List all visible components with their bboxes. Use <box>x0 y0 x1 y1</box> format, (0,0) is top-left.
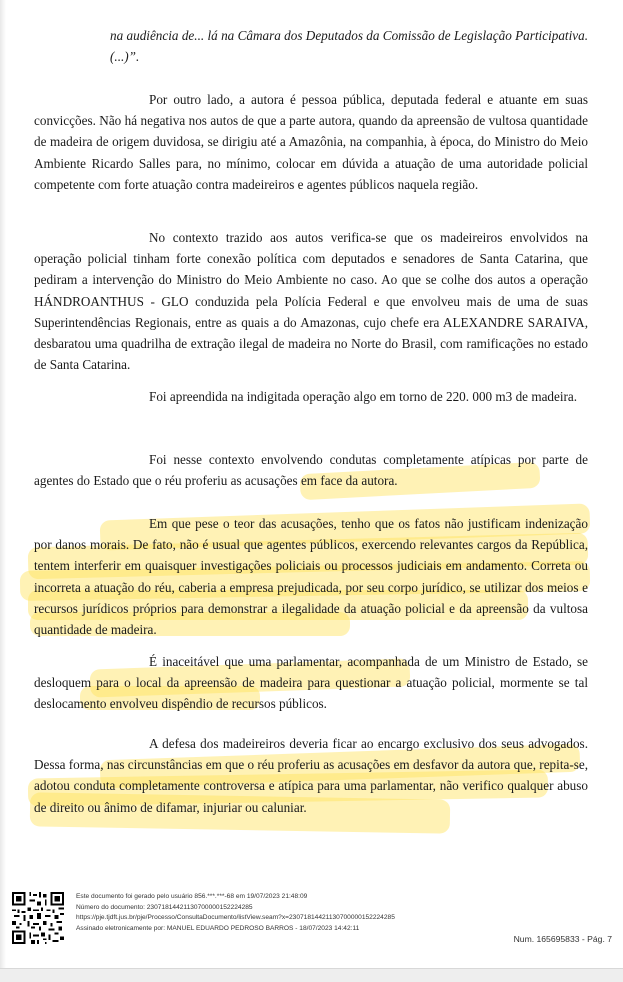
footer-generated-by: Este documento foi gerado pelo usuário 856.***.***-68 em 19/07/2023 21:48:09 <box>76 893 308 900</box>
page-bottom-edge <box>0 968 623 982</box>
footer-url[interactable]: https://pje.tjdft.jus.br/pje/Processo/ConsultaDocumento/listView.seam?x=23071814421130700000152224285 <box>76 914 395 921</box>
paragraph: É inaceitável que uma parlamentar, acompanhada de um Ministro de Estado, se desloquem para o local da apreensão de madeira para questionar a atuação policial, mormente se tal deslocamento envolveu dispêndio de recursos públicos. <box>34 654 588 712</box>
page-edge <box>0 0 6 981</box>
footer-signature: Assinado eletronicamente por: MANUEL EDUARDO PEDROSO BARROS - 18/07/2023 14:42:11 <box>76 924 360 932</box>
paragraph: Foi nesse contexto envolvendo condutas completamente atípicas por parte de agentes do Estado que o réu proferiu as acusações em face da autora. <box>34 452 588 489</box>
paragraph: Por outro lado, a autora é pessoa pública, deputada federal e atuante em suas convicções. Não há negativa nos autos de que a parte autora, quando da apreensão de vultosa quantidade de madeira de origem duvidosa, se dirigiu até a Amazônia, na companhia, à época, do Ministro do Meio Ambiente Ricardo Salles para, no mínimo, colocar em dúvida a atuação de uma autoridade policial competente com forte atuação contra madeireiros e agentes públicos naquela região. <box>34 92 588 192</box>
quoted-testimony: na audiência de... lá na Câmara dos Deputados da Comissão de Legislação Participativa. (...)”. <box>110 28 588 65</box>
document-footer <box>10 890 620 950</box>
paragraph: Em que pese o teor das acusações, tenho que os fatos não justificam indenização por danos morais. De fato, não é usual que agentes públicos, exercendo relevantes cargos da República, tentem interferir em quaisquer investigações policiais ou processos judiciais em andamento. Correta ou incorreta a atuação do réu, caberia a empresa prejudicada, por seu corpo jurídico, se utilizar dos meios e recursos jurídicos próprios para demonstrar a ilegalidade da atuação policial e da apreensão da vultosa quantidade de madeira. <box>34 516 588 638</box>
paragraph: Foi apreendida na indigitada operação algo em torno de 220. 000 m3 de madeira. <box>149 389 578 404</box>
paragraph: A defesa dos madeireiros deveria ficar ao encargo exclusivo dos seus advogados. Dessa forma, nas circunstâncias em que o réu proferiu as acusações em desfavor da autora que, repita-se, adotou conduta completamente controversa e atípica para uma parlamentar, não verifico qualquer abuso de direito ou ânimo de difamar, injuriar ou caluniar. <box>34 736 589 815</box>
paragraph: No contexto trazido aos autos verifica-se que os madeireiros envolvidos na operação policial tinham forte conexão política com deputados e senadores de Santa Catarina, que pediram a intervenção do Ministro do Meio Ambiente no caso. Ao que se colhe dos autos a operação HÁNDROANTHUS - GLO conduzida pela Polícia Federal e que envolveu mais de uma de suas Superintendências Regionais, entre as quais a do Amazonas, cujo chefe era ALEXANDRE SARAIVA, desbaratou uma quadrilha de extração ilegal de madeira no Norte do Brasil, com ramificações no estado de Santa Catarina. <box>34 230 588 373</box>
qr-code-icon[interactable] <box>10 890 66 946</box>
footer-document-number: Número do documento: 23071814421130700000152224285 <box>76 903 253 911</box>
page-number: Num. 165695833 - Pág. 7 <box>513 934 612 944</box>
footer-metadata <box>76 892 395 934</box>
